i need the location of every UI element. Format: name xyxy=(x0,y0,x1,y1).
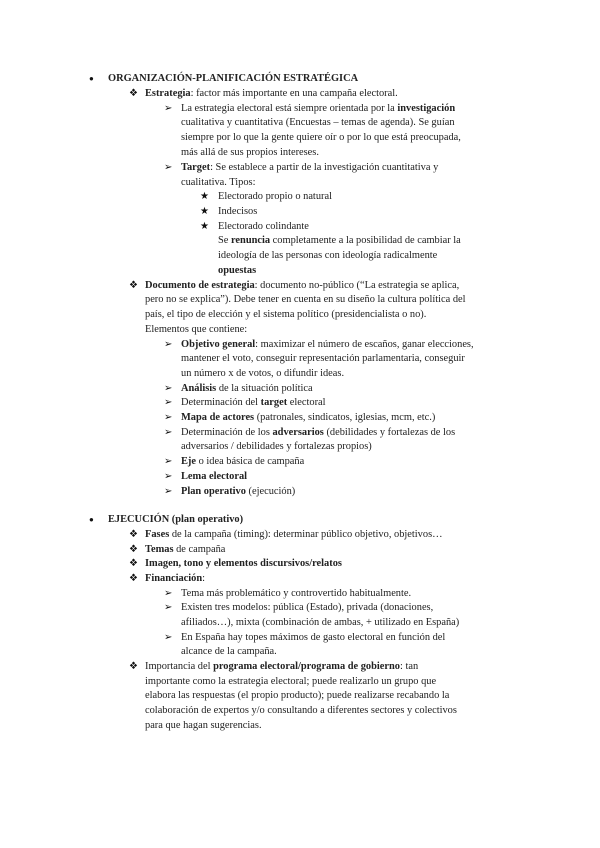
investigacion-line2: cualitativa y cuantitativa (Encuestas – temas de agenda). Se guían xyxy=(181,117,455,128)
temas-item: Temas de campaña xyxy=(145,544,226,555)
lema-item: Lema electoral xyxy=(181,471,248,482)
documento-line1: Documento de estrategia: documento no-público (“La estrategia se aplica, xyxy=(145,280,460,291)
bullet-arrow: ➢ xyxy=(164,103,173,114)
bullet-diamond: ❖ xyxy=(129,558,138,569)
bullet-diamond: ❖ xyxy=(129,529,138,540)
bullet-dot: ● xyxy=(89,515,94,524)
documento-line2: pero no se explica”). Debe tener en cuenta en su diseño la cultura política del xyxy=(145,294,466,305)
target-type: Indecisos xyxy=(218,206,258,217)
fin-line2: Existen tres modelos: pública (Estado), privada (donaciones, xyxy=(181,602,434,613)
bullet-dot: ● xyxy=(89,74,94,83)
bullet-arrow: ➢ xyxy=(164,383,173,394)
bullet-arrow: ➢ xyxy=(164,162,173,173)
fin-line5: alcance de la campaña. xyxy=(181,646,277,657)
renuncia-line3: opuestas xyxy=(218,265,257,276)
target-det-item: Determinación del target electoral xyxy=(181,397,326,408)
mapa-item: Mapa de actores (patronales, sindicatos, iglesias, mcm, etc.) xyxy=(181,412,436,423)
bullet-arrow: ➢ xyxy=(164,602,173,613)
documento-line4: Elementos que contiene: xyxy=(145,324,248,335)
analisis-item: Análisis de la situación política xyxy=(181,383,313,394)
documento-line3: país, el tipo de elección y el sistema político (presidencialista o no). xyxy=(145,309,427,320)
investigacion-line4: más allá de sus propios intereses. xyxy=(181,147,319,158)
target-type: Electorado colindante xyxy=(218,221,309,232)
investigacion-line3: siempre por lo que la gente quiere oír o por lo que está preocupada, xyxy=(181,132,461,143)
renuncia-line2: ideología de las personas con ideología radicalmente xyxy=(218,250,438,261)
fin-line4: En España hay topes máximos de gasto electoral en función del xyxy=(181,632,446,643)
bullet-star: ★ xyxy=(200,191,209,202)
bullet-arrow: ➢ xyxy=(164,588,173,599)
section-title-ejecucion: EJECUCIÓN (plan operativo) xyxy=(108,514,244,525)
fin-line1: Tema más problemático y controvertido habitualmente. xyxy=(181,588,412,599)
bullet-arrow: ➢ xyxy=(164,632,173,643)
financiacion-item: Financiación: xyxy=(145,573,206,584)
programa-line1: Importancia del programa electoral/programa de gobierno: tan xyxy=(145,661,419,672)
plan-operativo-item: Plan operativo (ejecución) xyxy=(181,486,296,497)
adversarios-line2: adversarios / debilidades y fortalezas propios) xyxy=(181,441,372,452)
bullet-arrow: ➢ xyxy=(164,339,173,350)
target-type: Electorado propio o natural xyxy=(218,191,332,202)
section-title-organizacion: ORGANIZACIÓN-PLANIFICACIÓN ESTRATÉGICA xyxy=(108,73,359,84)
bullet-arrow: ➢ xyxy=(164,427,173,438)
objetivo-line2: mantener el voto, conseguir representación parlamentaria, conseguir xyxy=(181,353,465,364)
objetivo-line1: Objetivo general: maximizar el número de escaños, ganar elecciones, xyxy=(181,339,474,350)
bullet-arrow: ➢ xyxy=(164,486,173,497)
target-line1: Target: Se establece a partir de la investigación cuantitativa y xyxy=(181,162,439,173)
bullet-diamond: ❖ xyxy=(129,88,138,99)
bullet-diamond: ❖ xyxy=(129,661,138,672)
adversarios-line1: Determinación de los adversarios (debilidades y fortalezas de los xyxy=(181,427,456,438)
objetivo-line3: un número x de votos, o difundir ideas. xyxy=(181,368,345,379)
estrategia-item: Estrategia: factor más importante en una campaña electoral. xyxy=(145,88,398,99)
bullet-arrow: ➢ xyxy=(164,471,173,482)
renuncia-line1: Se renuncia completamente a la posibilidad de cambiar la xyxy=(218,235,461,246)
programa-line5: para que hagan sugerencias. xyxy=(145,720,262,731)
programa-line2: importante como la estrategia electoral; puede realizarlo un grupo que xyxy=(145,676,437,687)
bullet-diamond: ❖ xyxy=(129,280,138,291)
bullet-arrow: ➢ xyxy=(164,397,173,408)
bullet-arrow: ➢ xyxy=(164,412,173,423)
programa-line4: colaboración de expertos y/o consultando a diferentes sectores y colectivos xyxy=(145,705,457,716)
fin-line3: afiliados…), mixta (combinación de ambas, + utilizado en España) xyxy=(181,617,460,628)
eje-item: Eje o idea básica de campaña xyxy=(181,456,305,467)
fases-item: Fases de la campaña (timing): determinar público objetivo, objetivos… xyxy=(145,529,443,540)
investigacion-line1: La estrategia electoral está siempre orientada por la investigación xyxy=(181,103,456,114)
bullet-diamond: ❖ xyxy=(129,544,138,555)
bullet-star: ★ xyxy=(200,206,209,217)
imagen-item: Imagen, tono y elementos discursivos/relatos xyxy=(145,558,342,569)
bullet-diamond: ❖ xyxy=(129,573,138,584)
bullet-star: ★ xyxy=(200,221,209,232)
target-line2: cualitativa. Tipos: xyxy=(181,177,256,188)
bullet-arrow: ➢ xyxy=(164,456,173,467)
programa-line3: elabora las respuestas (el propio producto); puede realizarse recabando la xyxy=(145,690,450,701)
